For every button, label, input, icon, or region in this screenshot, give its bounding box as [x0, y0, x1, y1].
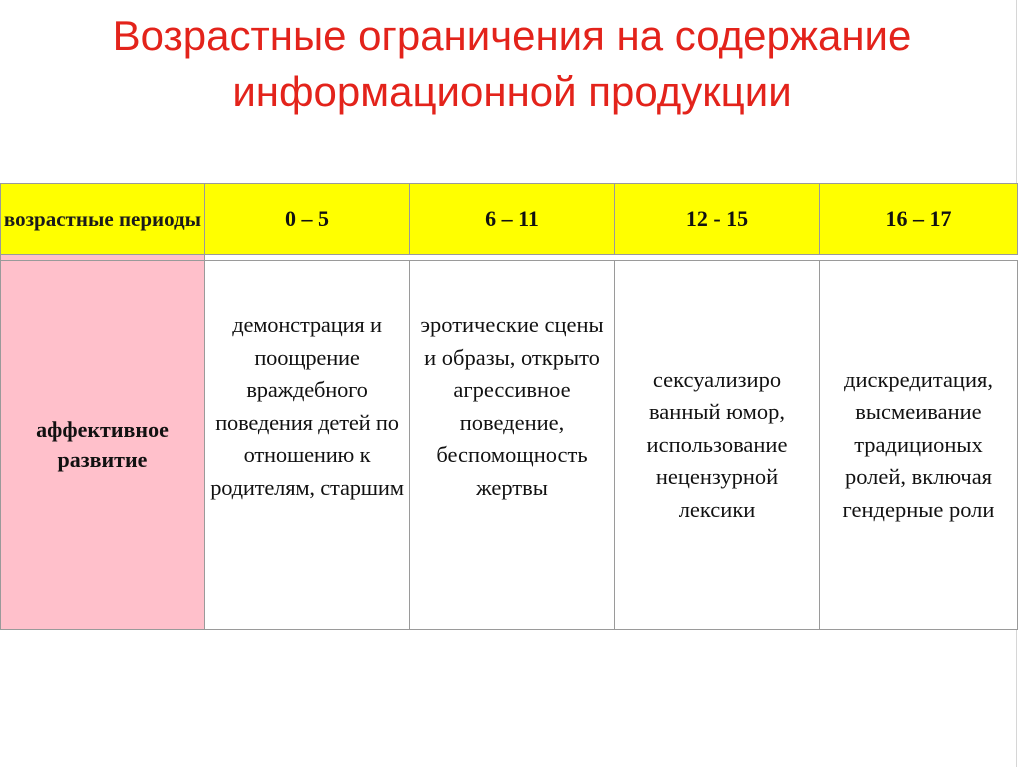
column-header-label: 16 – 17 [885, 206, 952, 231]
table-row [1, 261, 1018, 630]
table-cell [410, 261, 615, 630]
table-cell [615, 261, 820, 630]
table-header-row [1, 184, 1018, 255]
column-header [615, 184, 820, 255]
table-cell-text: демонстрация и поощрение враждебного поведения детей по отношению к родителям, старшим [210, 312, 404, 500]
column-header-label: 12 - 15 [685, 206, 749, 231]
table-cell-text: сексуализиро ванный юмор, использование нецензурной лексики [646, 366, 788, 522]
column-header-label: 0 – 5 [285, 206, 329, 231]
age-restrictions-table [0, 183, 1018, 630]
column-header-label: 6 – 11 [485, 206, 539, 231]
table-cell [820, 261, 1018, 630]
slide-title-line-1: Возрастные ограничения на содержание [112, 12, 912, 59]
row-label-cell [1, 261, 205, 630]
column-header [410, 184, 615, 255]
table-cell-text: дискредитация, высмеивание традиционых ролей, включая гендерные роли [842, 366, 995, 522]
slide-title-line-2: информационной продукции [232, 68, 792, 115]
column-header [820, 184, 1018, 255]
table-cell-text: эротические сцены и образы, открыто агрессивное поведение, беспомощность жертвы [420, 312, 604, 500]
slide-title [0, 8, 1024, 120]
corner-label: возрастные периоды [3, 207, 202, 231]
row-label: аффективное развитие [36, 417, 169, 472]
column-header [205, 184, 410, 255]
corner-cell [1, 184, 205, 255]
table-cell [205, 261, 410, 630]
